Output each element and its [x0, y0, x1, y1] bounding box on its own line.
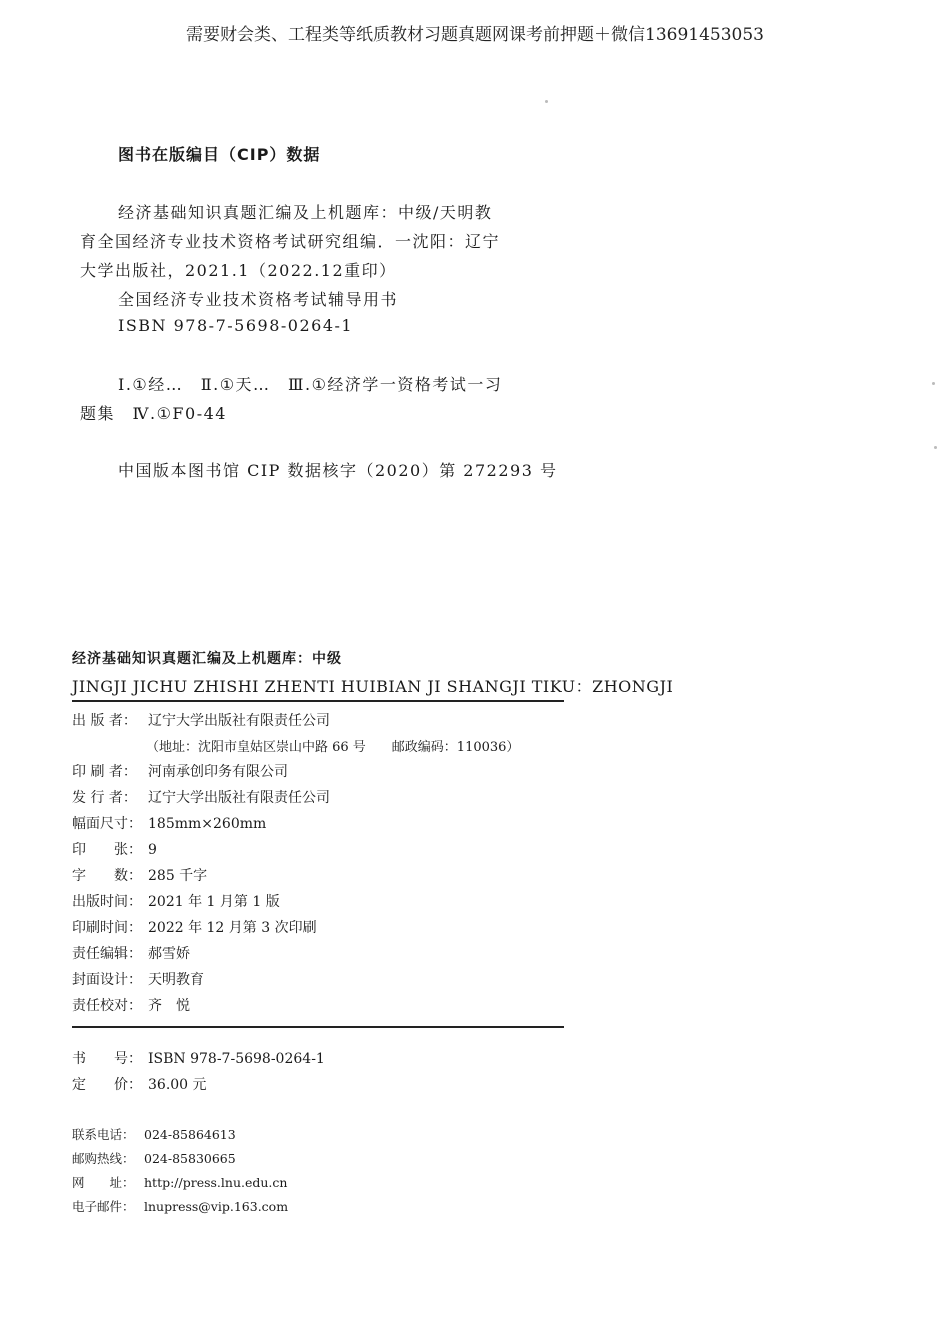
publisher-row [72, 710, 330, 730]
book-title-en: JINGJI JICHU ZHISHI ZHENTI HUIBIAN JI SHANGJI TIKU：ZHONGJI [72, 677, 674, 696]
cip-line: ISBN 978-7-5698-0264-1 [118, 316, 354, 335]
isbn-row [72, 1048, 325, 1068]
divider [72, 700, 564, 702]
book-title-cn: 经济基础知识真题汇编及上机题库：中级 [72, 651, 342, 667]
web-label: 网 址： [72, 1175, 135, 1190]
proof-label: 责任校对： [72, 998, 142, 1014]
mail-value: 024-85830665 [144, 1151, 236, 1166]
contact-web [72, 1173, 287, 1191]
pubdate-row [72, 891, 280, 911]
words-value: 285 千字 [148, 868, 208, 884]
cip-line: 题集 Ⅳ.①F0-44 [80, 404, 227, 423]
words-row [72, 865, 207, 885]
cip-line: 经济基础知识真题汇编及上机题库：中级/天明教 [118, 203, 493, 222]
web-value: http://press.lnu.edu.cn [144, 1175, 288, 1190]
printer-row [72, 761, 288, 781]
editor-row [72, 943, 190, 963]
cover-row [72, 969, 204, 989]
contact-mail [72, 1149, 236, 1167]
sheets-row [72, 839, 157, 859]
size-row [72, 813, 266, 833]
distributor-value: 辽宁大学出版社有限责任公司 [148, 790, 330, 806]
printdate-value: 2022 年 12 月第 3 次印刷 [148, 920, 317, 936]
publisher-value: 辽宁大学出版社有限责任公司 [148, 713, 330, 729]
cip-title: 图书在版编目（CIP）数据 [118, 145, 321, 164]
cip-line: Ⅰ.①经… Ⅱ.①天… Ⅲ.①经济学一资格考试一习 [118, 375, 503, 394]
publisher-address: （地址：沈阳市皇姑区崇山中路 66 号 邮政编码：110036） [146, 740, 520, 755]
isbn-label: 书 号： [72, 1051, 142, 1067]
publisher-label: 出 版 者： [72, 713, 137, 729]
printdate-label: 印刷时间： [72, 920, 142, 936]
editor-label: 责任编辑： [72, 946, 142, 962]
sheets-value: 9 [148, 842, 157, 858]
words-label: 字 数： [72, 868, 142, 884]
phone-value: 024-85864613 [144, 1127, 236, 1142]
cip-line: 中国版本图书馆 CIP 数据核字（2020）第 272293 号 [118, 461, 558, 480]
divider [72, 1026, 564, 1028]
mail-label: 邮购热线： [72, 1151, 135, 1166]
distributor-row [72, 787, 330, 807]
cover-value: 天明教育 [148, 972, 204, 988]
printer-value: 河南承创印务有限公司 [148, 764, 288, 780]
cip-line: 全国经济专业技术资格考试辅导用书 [118, 290, 399, 309]
size-label: 幅面尺寸： [72, 816, 142, 832]
email-label: 电子邮件： [72, 1199, 135, 1214]
price-label: 定 价： [72, 1077, 142, 1093]
editor-value: 郝雪娇 [148, 946, 190, 962]
scan-speck [934, 446, 937, 449]
proof-row [72, 995, 190, 1015]
price-value: 36.00 元 [148, 1077, 207, 1093]
proof-value: 齐 悦 [148, 998, 190, 1014]
phone-label: 联系电话： [72, 1127, 135, 1142]
pubdate-label: 出版时间： [72, 894, 142, 910]
cip-line: 大学出版社，2021.1（2022.12重印） [80, 261, 397, 280]
cip-line: 育全国经济专业技术资格考试研究组编．一沈阳：辽宁 [80, 232, 501, 251]
cover-label: 封面设计： [72, 972, 142, 988]
distributor-label: 发 行 者： [72, 790, 137, 806]
printdate-row [72, 917, 317, 937]
sheets-label: 印 张： [72, 842, 142, 858]
price-row [72, 1074, 207, 1094]
size-value: 185mm×260mm [148, 816, 267, 832]
watermark-text: 需要财会类、工程类等纸质教材习题真题网课考前押题＋微信13691453053 [186, 25, 764, 45]
contact-email [72, 1197, 288, 1215]
email-value: lnupress@vip.163.com [144, 1199, 289, 1214]
scan-speck [932, 382, 935, 385]
scan-speck [545, 100, 548, 103]
pubdate-value: 2021 年 1 月第 1 版 [148, 894, 280, 910]
isbn-value: ISBN 978-7-5698-0264-1 [148, 1051, 325, 1067]
contact-phone [72, 1125, 236, 1143]
printer-label: 印 刷 者： [72, 764, 137, 780]
